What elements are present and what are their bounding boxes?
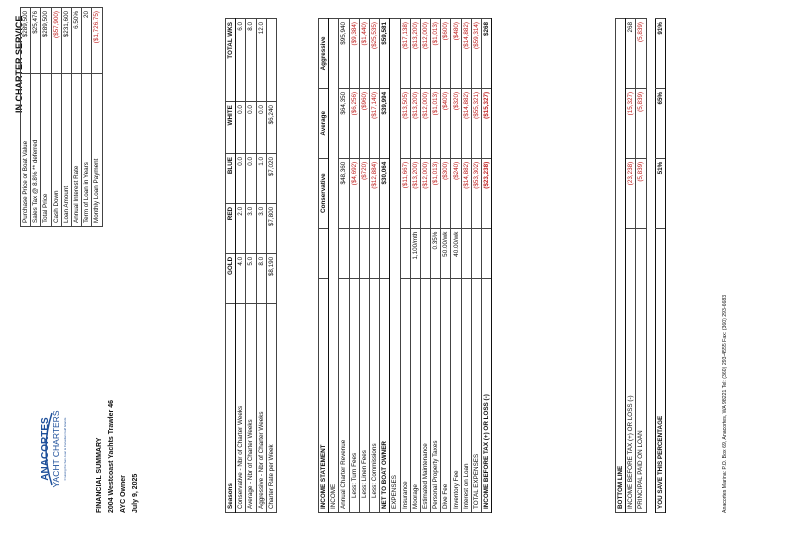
expense-row bbox=[431, 19, 441, 513]
purchase-label: Annual Interest Rate bbox=[71, 74, 81, 227]
bottom-line-table bbox=[615, 18, 666, 513]
boat-name: 2004 Westcoast Yachts Trawler 46 bbox=[108, 400, 115, 513]
row-label: Inventory Fee bbox=[451, 278, 461, 512]
value-avg: $64,350 bbox=[339, 88, 349, 158]
purchase-value: ($57,900) bbox=[51, 8, 61, 74]
purchase-row bbox=[61, 8, 71, 227]
row-note bbox=[461, 228, 471, 278]
row-label: Less: Linen Fees bbox=[359, 278, 369, 512]
value-cons: ($53,302) bbox=[471, 158, 481, 228]
purchase-row bbox=[51, 8, 61, 227]
value-agg: $268 bbox=[482, 19, 492, 89]
value-agg: ($17,138) bbox=[400, 19, 410, 89]
value-avg: ($15,327) bbox=[482, 88, 492, 158]
row-note bbox=[482, 228, 492, 278]
purchase-label: Monthly Loan Payment bbox=[92, 74, 102, 227]
expense-row bbox=[400, 19, 410, 513]
value-avg: ($14,882) bbox=[461, 88, 471, 158]
income-row bbox=[369, 19, 379, 513]
value-agg: $95,940 bbox=[339, 19, 349, 89]
row-label: PRINCIPAL PAID ON LOAN bbox=[636, 228, 646, 512]
value-agg: ($13,200) bbox=[410, 19, 420, 89]
value-avg: ($320) bbox=[451, 88, 461, 158]
seasons-cell: 8.0 bbox=[246, 19, 256, 102]
seasons-cell: 0.0 bbox=[246, 102, 256, 154]
expense-row bbox=[461, 19, 471, 513]
purchase-row bbox=[31, 8, 41, 227]
row-note bbox=[369, 228, 379, 278]
row-label: TOTAL EXPENSES bbox=[471, 278, 481, 512]
row-note: 0.35% bbox=[431, 228, 441, 278]
value-agg: ($14,882) bbox=[461, 19, 471, 89]
purchase-label: Cash Down bbox=[51, 74, 61, 227]
seasons-cell: 3.0 bbox=[246, 203, 256, 253]
seasons-cell: $7,800 bbox=[266, 203, 276, 253]
purchase-label: Total Price bbox=[41, 74, 51, 227]
value-cons: ($14,882) bbox=[461, 158, 471, 228]
income-header bbox=[319, 228, 329, 278]
purchase-value: $25,476 bbox=[31, 8, 41, 74]
value-avg: ($6,256) bbox=[349, 88, 359, 158]
seasons-cell: $8,190 bbox=[266, 253, 276, 303]
seasons-cell: 0.0 bbox=[246, 154, 256, 204]
expense-row bbox=[410, 19, 420, 513]
logo-name-bottom: YACHT CHARTERS bbox=[51, 410, 61, 488]
seasons-row bbox=[236, 19, 246, 513]
value-agg: 268 bbox=[626, 19, 636, 89]
row-label: Less: Commissions bbox=[369, 278, 379, 512]
value-cons: ($240) bbox=[451, 158, 461, 228]
financial-summary bbox=[94, 400, 142, 513]
row-note bbox=[349, 228, 359, 278]
section-label: INCOME bbox=[329, 19, 339, 513]
expenses-section-row bbox=[390, 19, 400, 513]
purchase-row bbox=[41, 8, 51, 227]
purchase-value: $289,500 bbox=[21, 8, 31, 74]
seasons-cell: $7,020 bbox=[266, 154, 276, 204]
row-label: Estimated Maintenance bbox=[420, 278, 430, 512]
purchase-value: ($1,726.75) bbox=[92, 8, 102, 74]
footer-address: Anacortes Marina: P.O. Box 69, Anacortes, WA 98221 Tel: (360) 293-4555 Fax: (360) 293-6683 bbox=[722, 294, 728, 513]
income-header: Average bbox=[319, 88, 329, 158]
value-agg: ($12,000) bbox=[420, 19, 430, 89]
purchase-table bbox=[20, 7, 103, 227]
purchase-value: 6.50% bbox=[71, 8, 81, 74]
seasons-cell: 8.0 bbox=[256, 253, 266, 303]
seasons-cell: Aggressive - Nbr of Charter Weeks bbox=[256, 303, 266, 512]
value-avg: (15,327) bbox=[626, 88, 636, 158]
page-title: IN CHARTER SERVICE bbox=[14, 15, 24, 113]
net-row bbox=[380, 19, 390, 513]
value-avg: ($12,000) bbox=[420, 88, 430, 158]
expense-row bbox=[441, 19, 451, 513]
value-cons: ($720) bbox=[359, 158, 369, 228]
income-header: INCOME STATEMENT bbox=[319, 278, 329, 512]
income-header: Conservative bbox=[319, 158, 329, 228]
row-note bbox=[420, 228, 430, 278]
value-agg: ($9,384) bbox=[349, 19, 359, 89]
row-label: YOU SAVE THIS PERCENTAGE bbox=[655, 228, 665, 512]
purchase-value: $289,500 bbox=[41, 8, 51, 74]
income-header: Aggressive bbox=[319, 19, 329, 89]
value-agg: ($480) bbox=[451, 19, 461, 89]
row-note bbox=[359, 228, 369, 278]
value-cons: ($300) bbox=[441, 158, 451, 228]
row-note: 1,100/mth bbox=[410, 228, 420, 278]
value-cons: ($11,667) bbox=[400, 158, 410, 228]
seasons-cell: 0.0 bbox=[256, 102, 266, 154]
seasons-cell: $6,240 bbox=[266, 102, 276, 154]
income-before-tax-row bbox=[482, 19, 492, 513]
purchase-row bbox=[92, 8, 102, 227]
row-label: Annual Charter Revenue bbox=[339, 278, 349, 512]
expense-row bbox=[420, 19, 430, 513]
purchase-label: Term of Loan in Years bbox=[82, 74, 92, 227]
bottom-line-heading: BOTTOM LINE bbox=[616, 19, 626, 513]
seasons-table bbox=[225, 18, 277, 513]
row-note bbox=[380, 228, 390, 278]
seasons-header: TOTAL WKS bbox=[226, 19, 236, 102]
seasons-row bbox=[246, 19, 256, 513]
bottom-line-header-row bbox=[616, 19, 626, 513]
savings-row bbox=[655, 19, 665, 513]
value-cons: ($13,200) bbox=[410, 158, 420, 228]
value-cons: ($12,000) bbox=[420, 158, 430, 228]
value-cons: ($23,238) bbox=[482, 158, 492, 228]
row-label: Personal Property Taxes bbox=[431, 278, 441, 512]
purchase-value: $231,600 bbox=[61, 8, 71, 74]
seasons-cell: 5.0 bbox=[246, 253, 256, 303]
company-logo bbox=[22, 409, 74, 489]
value-agg: 91% bbox=[655, 19, 665, 89]
purchase-row bbox=[71, 8, 81, 227]
seasons-row bbox=[266, 19, 276, 513]
expense-row bbox=[451, 19, 461, 513]
row-label: Insurance bbox=[400, 278, 410, 512]
seasons-row bbox=[256, 19, 266, 513]
seasons-cell: Conservative - Nbr of Charter Weeks bbox=[236, 303, 246, 512]
value-agg: ($600) bbox=[441, 19, 451, 89]
value-agg: $59,581 bbox=[380, 19, 390, 89]
row-label: NET TO BOAT OWNER bbox=[380, 278, 390, 512]
summary-heading: FINANCIAL SUMMARY bbox=[96, 437, 103, 513]
seasons-cell: 0.0 bbox=[236, 102, 246, 154]
value-avg: ($960) bbox=[359, 88, 369, 158]
bottom-line-row bbox=[626, 19, 636, 513]
purchase-label: Purchase Price or Boat Value bbox=[21, 74, 31, 227]
row-label: Moorage bbox=[410, 278, 420, 512]
spacer-row bbox=[646, 19, 655, 513]
purchase-label: Sales Tax @ 8.8% ** deferred bbox=[31, 74, 41, 227]
row-note bbox=[400, 228, 410, 278]
income-row bbox=[349, 19, 359, 513]
purchase-value: 20 bbox=[82, 8, 92, 74]
value-agg: (5,839) bbox=[636, 19, 646, 89]
value-cons: ($4,692) bbox=[349, 158, 359, 228]
report-date: July 9, 2025 bbox=[132, 473, 139, 513]
row-label: INCOME BEFORE TAX (+) OR LOSS (-) bbox=[626, 228, 636, 512]
section-label: EXPENSES bbox=[390, 19, 400, 513]
seasons-cell bbox=[266, 19, 276, 102]
value-cons: 51% bbox=[655, 158, 665, 228]
value-avg: ($1,013) bbox=[431, 88, 441, 158]
income-header-row bbox=[319, 19, 329, 513]
seasons-header: Seasons bbox=[226, 303, 236, 512]
seasons-cell: 0.0 bbox=[236, 154, 246, 204]
value-agg: ($59,314) bbox=[471, 19, 481, 89]
row-note: 40.00/wk bbox=[451, 228, 461, 278]
seasons-header: WHITE bbox=[226, 102, 236, 154]
value-agg: ($1,013) bbox=[431, 19, 441, 89]
purchase-row bbox=[21, 8, 31, 227]
seasons-cell: 1.0 bbox=[256, 154, 266, 204]
logo-name-top: ANACORTES bbox=[40, 417, 51, 481]
value-avg: ($17,140) bbox=[369, 88, 379, 158]
purchase-label: Loan Amount bbox=[61, 74, 71, 227]
total-expenses-row bbox=[471, 19, 481, 513]
row-label: INCOME BEFORE TAX (+) OR LOSS (-) bbox=[482, 278, 492, 512]
income-section-row bbox=[329, 19, 339, 513]
owner-name: AYC Owner bbox=[120, 475, 127, 513]
income-row bbox=[359, 19, 369, 513]
row-label: Less: Turn Fees bbox=[349, 278, 359, 512]
purchase-row bbox=[82, 8, 92, 227]
value-avg: ($400) bbox=[441, 88, 451, 158]
seasons-header: GOLD bbox=[226, 253, 236, 303]
row-note bbox=[339, 228, 349, 278]
value-cons: $30,064 bbox=[380, 158, 390, 228]
value-avg: 65% bbox=[655, 88, 665, 158]
seasons-cell: Charter Rate per Week bbox=[266, 303, 276, 512]
value-cons: (5,839) bbox=[636, 158, 646, 228]
value-avg: ($55,321) bbox=[471, 88, 481, 158]
value-agg: ($25,535) bbox=[369, 19, 379, 89]
value-avg: $39,994 bbox=[380, 88, 390, 158]
seasons-header: BLUE bbox=[226, 154, 236, 204]
row-note: 50.00/wk bbox=[441, 228, 451, 278]
seasons-cell: 4.0 bbox=[236, 253, 246, 303]
income-statement-table bbox=[318, 18, 492, 513]
bottom-line-row bbox=[636, 19, 646, 513]
logo-tagline: Cruising the San Juan & Canadian Gulf Islands bbox=[63, 417, 67, 481]
seasons-cell: 2.0 bbox=[236, 203, 246, 253]
value-avg: ($13,505) bbox=[400, 88, 410, 158]
seasons-header: RED bbox=[226, 203, 236, 253]
value-avg: (5,839) bbox=[636, 88, 646, 158]
seasons-cell: 12.0 bbox=[256, 19, 266, 102]
seasons-cell: 6.0 bbox=[236, 19, 246, 102]
value-agg: ($1,440) bbox=[359, 19, 369, 89]
row-label: Interest on Loan bbox=[461, 278, 471, 512]
value-cons: (23,238) bbox=[626, 158, 636, 228]
value-cons: ($12,884) bbox=[369, 158, 379, 228]
income-row bbox=[339, 19, 349, 513]
seasons-cell: Average - Nbr of Charter Weeks bbox=[246, 303, 256, 512]
value-cons: $48,360 bbox=[339, 158, 349, 228]
seasons-cell: 3.0 bbox=[256, 203, 266, 253]
value-avg: ($13,200) bbox=[410, 88, 420, 158]
row-label: Dive Fee bbox=[441, 278, 451, 512]
row-note bbox=[471, 228, 481, 278]
value-cons: ($1,013) bbox=[431, 158, 441, 228]
